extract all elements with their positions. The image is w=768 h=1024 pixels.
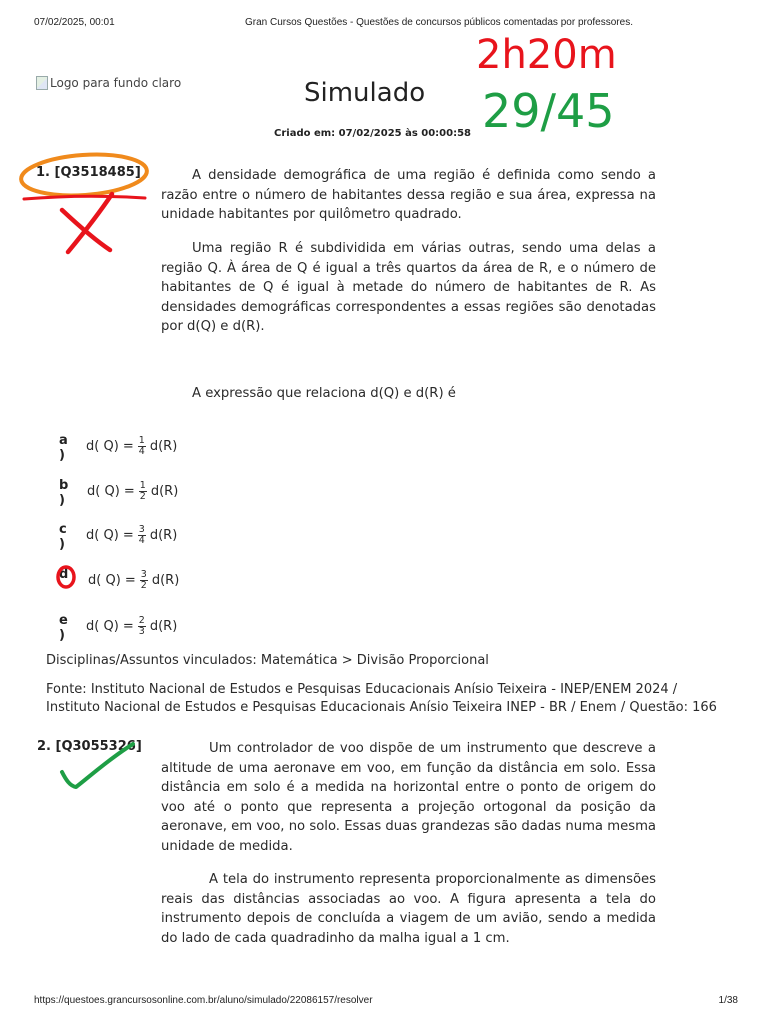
- print-page-number: 1/38: [718, 995, 738, 1006]
- option-formula: [86, 616, 177, 637]
- fraction-numerator: 3: [140, 569, 147, 580]
- broken-image-icon: [36, 76, 48, 90]
- formula-rhs: d(R): [150, 484, 179, 499]
- formula-rhs: d(R): [151, 573, 180, 588]
- logo-alt-text: Logo para fundo claro: [50, 76, 182, 90]
- fraction-numerator: 2: [138, 615, 145, 626]
- fraction-denominator: 2: [140, 580, 147, 591]
- print-url: https://questoes.grancursosonline.com.br/aluno/simulado/22086157/resolver: [34, 995, 373, 1006]
- formula-lhs: d( Q) =: [86, 619, 134, 634]
- fraction-numerator: 1: [138, 435, 145, 446]
- question-2-paragraph: Um controlador de voo dispõe de um instrumento que descreve a altitude de uma aeronave em voo, em função da distância em solo. Essa distância em solo é a medida na horizontal entre o ponto de origem do voo até o ponto que representa a projeção ortogonal da posição da aeronave, em voo, no solo. Essas duas grandezas são dadas numa mesma unidade de medida.: [161, 741, 656, 854]
- question-1-paragraph: Uma região R é subdividida em várias outras, sendo uma delas a região Q. À área de Q é igual a três quartos da área de R, e o número de habitantes de Q é igual à metade do número de habitantes de R. As densidades demográficas correspondentes a essas regiões são denotadas por d(Q) e d(R).: [161, 241, 656, 334]
- option-formula: [86, 525, 177, 546]
- handwritten-score: 29/45: [482, 84, 615, 138]
- formula-lhs: d( Q) =: [88, 573, 136, 588]
- option-formula: [88, 570, 179, 591]
- question-2-paragraph: A tela do instrumento representa proporcionalmente as dimensões reais das distâncias associadas ao voo. A figura apresenta a tela do instrumento depois de concluída a viagem de um avião, sendo a medida do lado de cada quadradinho da malha igual a 1 cm.: [161, 872, 656, 946]
- question-1-disciplines: Disciplinas/Assuntos vinculados: Matemática > Divisão Proporcional: [46, 653, 489, 668]
- fraction-numerator: 1: [139, 480, 146, 491]
- question-1-number[interactable]: 1. [Q3518485]: [36, 165, 141, 180]
- question-1-prompt: A expressão que relaciona d(Q) e d(R) é: [192, 386, 456, 401]
- created-at: Criado em: 07/02/2025 às 00:00:58: [274, 128, 472, 139]
- print-document-title: Gran Cursos Questões - Questões de concursos públicos comentadas por professores.: [245, 17, 633, 28]
- option-formula: [86, 436, 177, 457]
- red-underline-mark: [24, 196, 145, 199]
- fraction: [139, 481, 147, 502]
- fraction-denominator: 4: [138, 535, 145, 546]
- option-letter: b ): [59, 478, 69, 508]
- question-1-source: Fonte: Instituto Nacional de Estudos e Pesquisas Educacionais Anísio Teixeira - INEP/ENEM 2024 / Instituto Nacional de Estudos e Pesquisas Educacionais Anísio Teixeira INEP - BR / Enem / Questão: 166: [46, 682, 717, 715]
- fraction: [138, 525, 146, 546]
- formula-lhs: d( Q) =: [87, 484, 135, 499]
- red-x-mark: [62, 194, 112, 252]
- option-letter: c ): [59, 522, 67, 552]
- question-1-paragraph: A densidade demográfica de uma região é definida como sendo a razão entre o número de habitantes dessa região e sua área, expressa na unidade habitantes por quilômetro quadrado.: [161, 168, 656, 222]
- option-letter: a ): [59, 433, 68, 463]
- formula-rhs: d(R): [149, 439, 178, 454]
- handwritten-time: 2h20m: [476, 32, 617, 78]
- option-letter: e ): [59, 613, 68, 643]
- fraction: [140, 570, 148, 591]
- fraction-numerator: 3: [138, 524, 145, 535]
- formula-lhs: d( Q) =: [86, 528, 134, 543]
- option-letter: d: [59, 567, 69, 582]
- option-formula: [87, 481, 178, 502]
- logo: [36, 76, 181, 90]
- fraction-denominator: 3: [138, 626, 145, 637]
- question-2-number[interactable]: 2. [Q3055326]: [37, 739, 142, 754]
- page-title: Simulado: [304, 78, 426, 108]
- fraction-denominator: 4: [138, 446, 145, 457]
- fraction: [138, 436, 146, 457]
- fraction: [138, 616, 146, 637]
- formula-rhs: d(R): [149, 528, 178, 543]
- formula-rhs: d(R): [149, 619, 178, 634]
- print-date: 07/02/2025, 00:01: [34, 17, 115, 28]
- fraction-denominator: 2: [139, 491, 146, 502]
- formula-lhs: d( Q) =: [86, 439, 134, 454]
